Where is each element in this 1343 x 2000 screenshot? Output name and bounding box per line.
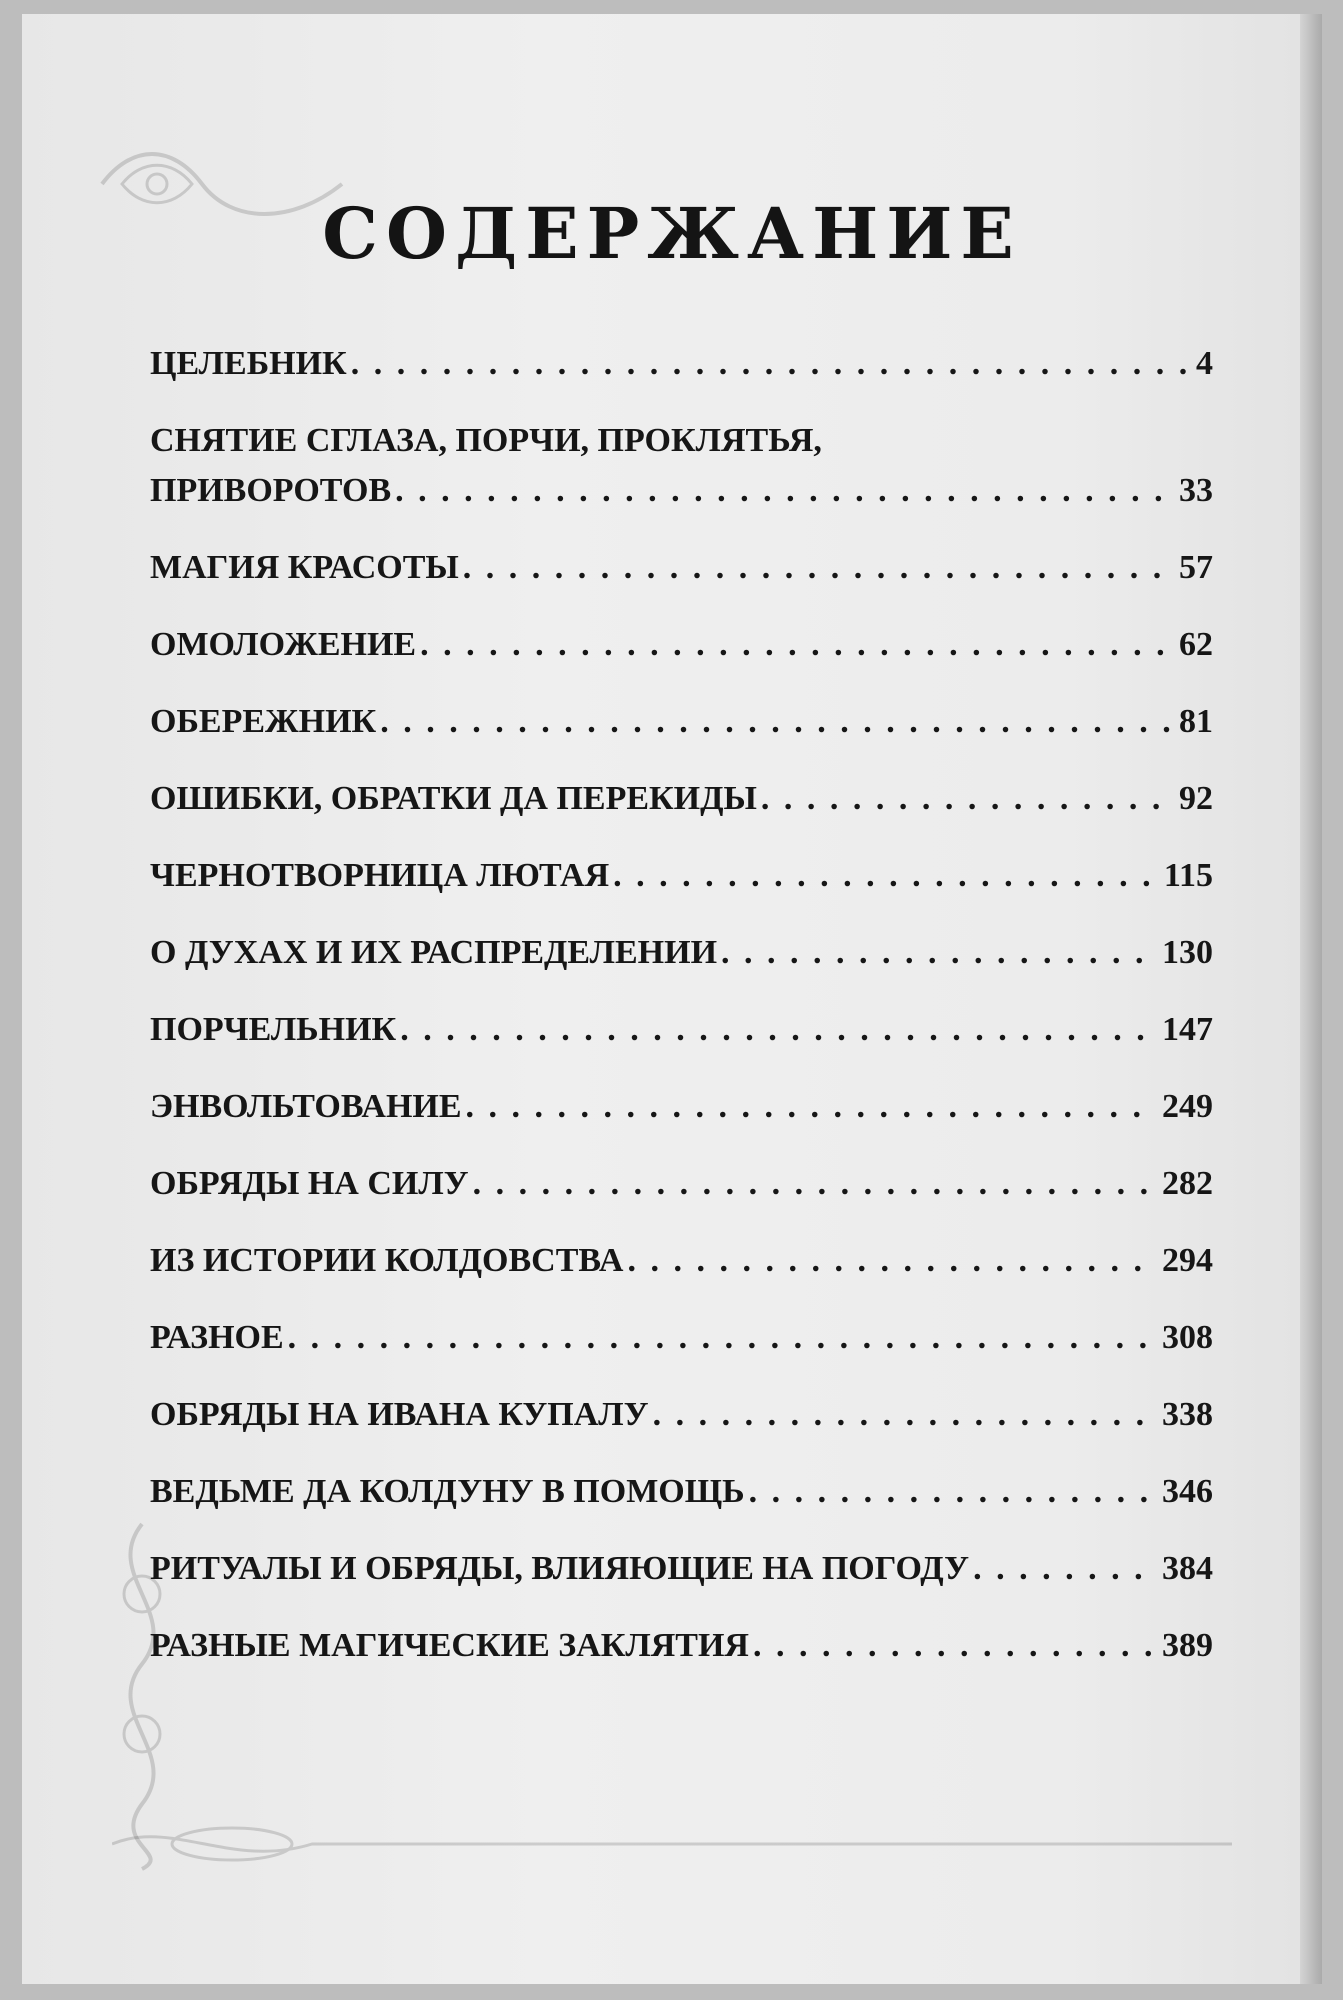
toc-entry xyxy=(150,1621,1213,1671)
toc-leader-dots xyxy=(653,1390,1156,1440)
toc-entry xyxy=(150,1236,1213,1286)
toc-entry xyxy=(150,697,1213,747)
toc-leader-dots xyxy=(420,620,1173,670)
toc-entry-label: ОШИБКИ, ОБРАТКИ ДА ПЕРЕКИДЫ xyxy=(150,780,757,817)
toc-entry-page: 249 xyxy=(1162,1088,1213,1125)
toc-leader-dots xyxy=(463,543,1173,593)
book-page xyxy=(22,14,1322,1984)
toc-entry-page: 338 xyxy=(1162,1396,1213,1433)
toc-entry xyxy=(150,1005,1213,1055)
toc-entry xyxy=(150,1159,1213,1209)
toc-leader-dots xyxy=(288,1313,1156,1363)
toc-entry xyxy=(150,1390,1213,1440)
ornament-bottom-line-icon xyxy=(112,1819,1242,1869)
toc-entry-label: ОБРЯДЫ НА ИВАНА КУПАЛУ xyxy=(150,1396,649,1433)
toc-entry-page: 92 xyxy=(1179,780,1213,817)
toc-entry-label: ОМОЛОЖЕНИЕ xyxy=(150,626,417,663)
toc-entry-label: ПОРЧЕЛЬНИК xyxy=(150,1011,397,1048)
toc-entry-label: ЧЕРНОТВОРНИЦА ЛЮТАЯ xyxy=(150,857,610,894)
toc-leader-dots xyxy=(627,1236,1156,1286)
toc-entry-page: 346 xyxy=(1162,1473,1213,1510)
toc-entry-label-line1: СНЯТИЕ СГЛАЗА, ПОРЧИ, ПРОКЛЯТЬЯ, xyxy=(150,422,822,459)
toc-entry xyxy=(150,774,1213,824)
toc-entry xyxy=(150,339,1213,389)
toc-leader-dots xyxy=(613,851,1158,901)
toc-entry xyxy=(150,851,1213,901)
toc-leader-dots xyxy=(749,1467,1156,1517)
toc-entry-label: МАГИЯ КРАСОТЫ xyxy=(150,549,459,586)
toc-entry xyxy=(150,1082,1213,1132)
toc-entry-label: ЭНВОЛЬТОВАНИЕ xyxy=(150,1088,462,1125)
toc-entry-label: РАЗНЫЕ МАГИЧЕСКИЕ ЗАКЛЯТИЯ xyxy=(150,1627,749,1664)
toc-entry-page: 4 xyxy=(1196,345,1213,382)
toc-entry-page: 294 xyxy=(1162,1242,1213,1279)
toc-entry xyxy=(150,1544,1213,1594)
toc-leader-dots xyxy=(351,339,1190,389)
toc-leader-dots xyxy=(753,1621,1156,1671)
toc-entry-label: ОБРЯДЫ НА СИЛУ xyxy=(150,1165,469,1202)
toc-entry-page: 147 xyxy=(1162,1011,1213,1048)
toc-entry-label: ОБЕРЕЖНИК xyxy=(150,703,377,740)
toc-entry-label: РИТУАЛЫ И ОБРЯДЫ, ВЛИЯЮЩИЕ НА ПОГОДУ xyxy=(150,1550,970,1587)
toc-entry xyxy=(150,1313,1213,1363)
toc-entry-label: ЦЕЛЕБНИК xyxy=(150,345,347,382)
toc-entry-page: 57 xyxy=(1179,549,1213,586)
toc-leader-dots xyxy=(380,697,1173,747)
toc-entry xyxy=(150,1467,1213,1517)
toc-entry-label: О ДУХАХ И ИХ РАСПРЕДЕЛЕНИИ xyxy=(150,934,718,971)
toc-entry-page: 62 xyxy=(1179,626,1213,663)
toc-entry-label: ПРИВОРОТОВ xyxy=(150,472,392,509)
toc-entry-page: 308 xyxy=(1162,1319,1213,1356)
toc-entry xyxy=(150,620,1213,670)
toc-leader-dots xyxy=(395,466,1173,516)
toc-entry-label: ВЕДЬМЕ ДА КОЛДУНУ В ПОМОЩЬ xyxy=(150,1473,745,1510)
toc-entry xyxy=(150,928,1213,978)
toc-leader-dots xyxy=(466,1082,1156,1132)
toc-leader-dots xyxy=(400,1005,1156,1055)
toc-entry-page: 282 xyxy=(1162,1165,1213,1202)
toc-leader-dots xyxy=(973,1544,1156,1594)
toc-entry xyxy=(150,543,1213,593)
toc-leader-dots xyxy=(473,1159,1156,1209)
toc-leader-dots xyxy=(761,774,1173,824)
toc-entry-page: 130 xyxy=(1162,934,1213,971)
toc-entry-page: 389 xyxy=(1162,1627,1213,1664)
toc-entry-page: 81 xyxy=(1179,703,1213,740)
toc-entry xyxy=(150,416,1213,516)
toc-leader-dots xyxy=(721,928,1156,978)
toc-entry-page: 115 xyxy=(1163,857,1213,894)
page-title: СОДЕРЖАНИЕ xyxy=(322,192,1022,275)
toc-entry-label: РАЗНОЕ xyxy=(150,1319,284,1356)
toc-entry-page: 384 xyxy=(1162,1550,1213,1587)
toc-entry-label: ИЗ ИСТОРИИ КОЛДОВСТВА xyxy=(150,1242,624,1279)
page-spine-shadow xyxy=(1300,14,1322,1984)
toc-entry-page: 33 xyxy=(1179,472,1213,509)
